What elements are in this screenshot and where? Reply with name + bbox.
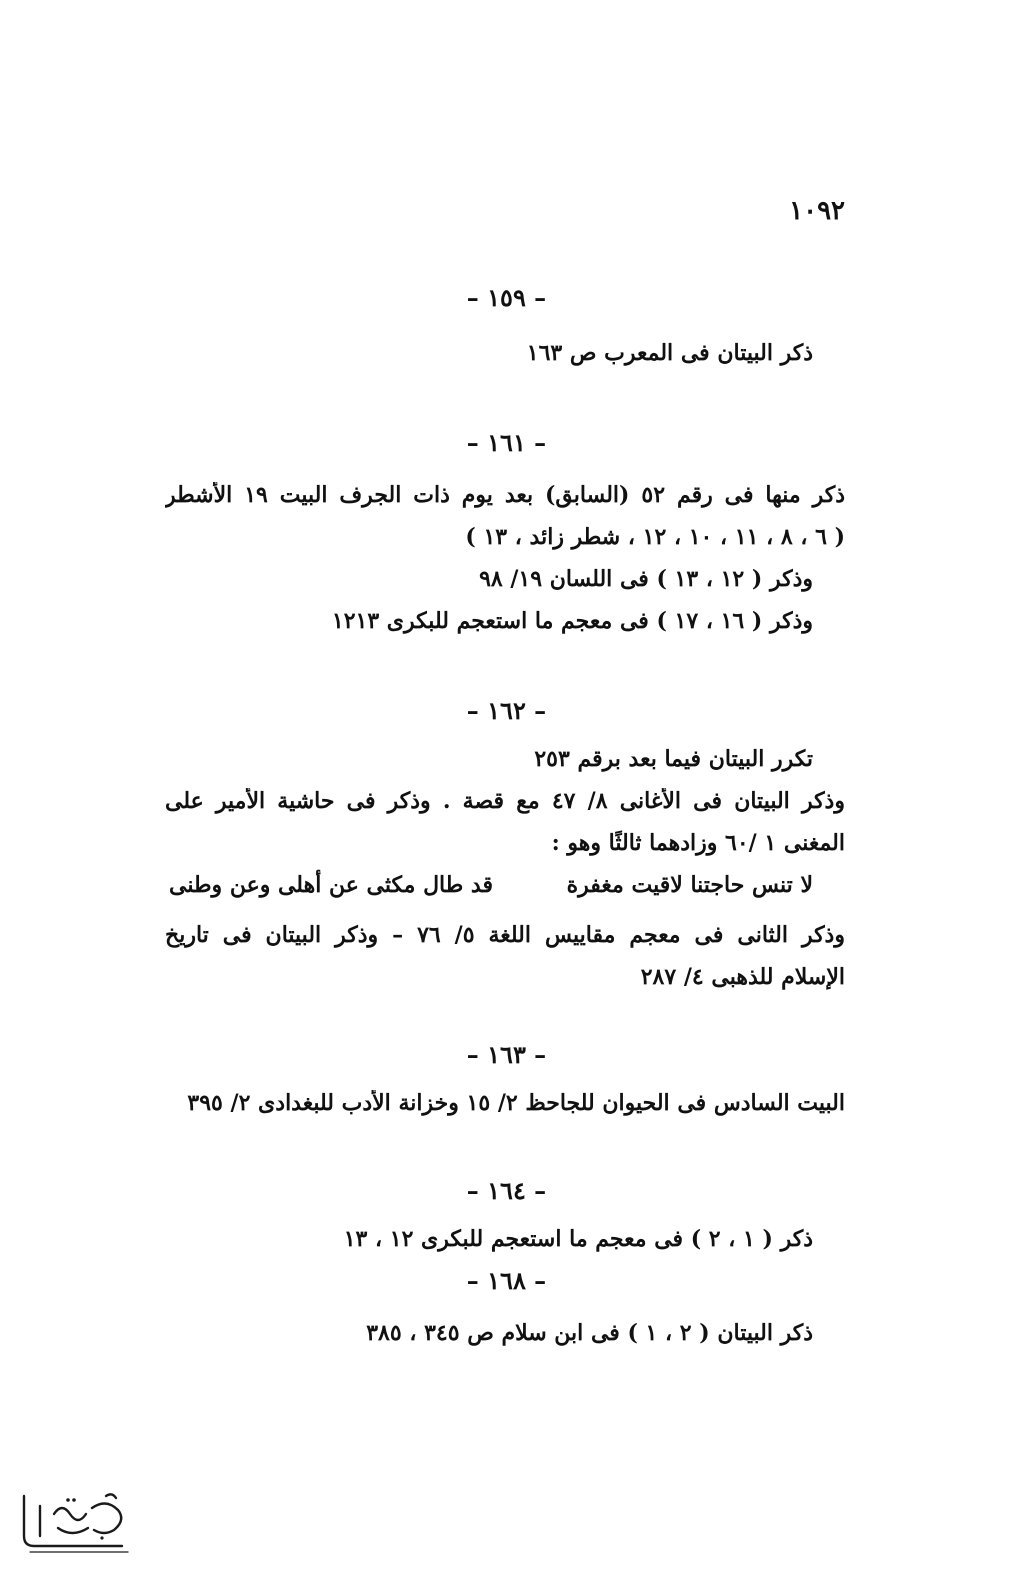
- section-heading-163: – ١٦٣ –: [466, 1040, 547, 1069]
- section-heading-164: – ١٦٤ –: [466, 1176, 547, 1205]
- section-164-line-1: ذكر ( ١ ، ٢ ) فى معجم ما استعجم للبكرى ١٢ ، ١٣: [343, 1226, 813, 1252]
- section-161-line-4: وذكر ( ١٦ ، ١٧ ) فى معجم ما استعجم للبكرى ١٢١٣: [331, 608, 813, 634]
- section-162-line-2: وذكر البيتان فى الأغانى ٨/ ٤٧ مع قصة . وذكر فى حاشية الأمير على: [165, 788, 845, 814]
- section-heading-159: – ١٥٩ –: [466, 283, 547, 312]
- page-number: ١٠٩٢: [789, 196, 845, 226]
- section-162-line-5: الإسلام للذهبى ٤/ ٢٨٧: [640, 964, 845, 990]
- section-168-line-1: ذكر البيتان ( ٢ ، ١ ) فى ابن سلام ص ٣٤٥ ، ٣٨٥: [366, 1320, 813, 1346]
- verse-second-hemistich: قد طال مكثى عن أهلى وعن وطنى: [169, 872, 493, 898]
- section-161-line-2: ( ٦ ، ٨ ، ١١ ، ١٠ ، ١٢ ، شطر زائد ، ١٣ ): [465, 524, 845, 550]
- section-162-line-4: وذكر الثانى فى معجم مقاييس اللغة ٥/ ٧٦ – وذكر البيتان فى تاريخ: [165, 922, 845, 948]
- section-heading-161: – ١٦١ –: [466, 428, 547, 457]
- section-heading-162: – ١٦٢ –: [466, 696, 547, 725]
- section-161-line-3: وذكر ( ١٢ ، ١٣ ) فى اللسان ١٩/ ٩٨: [479, 566, 813, 592]
- section-161-line-1: ذكر منها فى رقم ٥٢ (السابق) بعد يوم ذات الجرف البيت ١٩ الأشطر: [165, 482, 845, 508]
- section-162-line-3: المغنى ١ /٦٠ وزادهما ثالثًا وهو :: [551, 830, 845, 856]
- calligraphy-logo-icon: [10, 1488, 140, 1560]
- section-159-line-1: ذكر البيتان فى المعرب ص ١٦٣: [526, 340, 813, 366]
- section-163-line-1: البيت السادس فى الحيوان للجاحظ ٢/ ١٥ وخزانة الأدب للبغدادى ٢/ ٣٩٥: [187, 1090, 845, 1116]
- section-heading-168: – ١٦٨ –: [466, 1266, 547, 1295]
- section-162-line-1: تكرر البيتان فيما بعد برقم ٢٥٣: [534, 746, 813, 772]
- verse-first-hemistich: لا تنس حاجتنا لاقيت مغفرة: [566, 872, 813, 898]
